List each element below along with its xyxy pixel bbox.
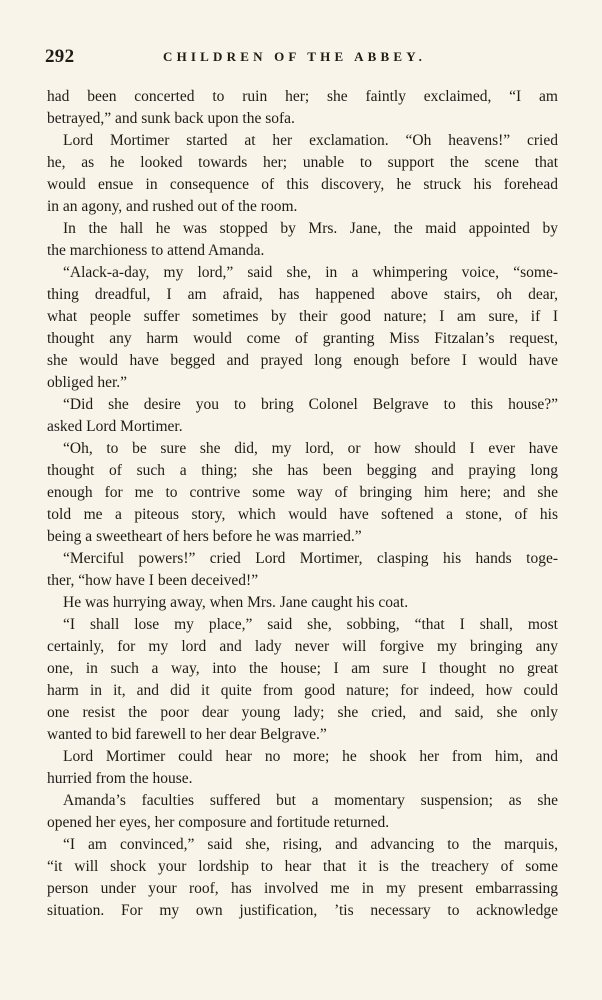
text-line: harm in it, and did it quite from good nature; for indeed, how could: [47, 682, 558, 699]
text-line: would ensue in consequence of this discovery, he struck his forehead: [47, 176, 558, 193]
text-line: “Merciful powers!” cried Lord Mortimer, clasping his hands toge-: [63, 550, 558, 567]
text-line: thought of such a thing; she has been begging and praying long: [47, 462, 558, 479]
text-line: asked Lord Mortimer.: [47, 418, 183, 435]
text-line: thing dreadful, I am afraid, has happened above stairs, oh dear,: [47, 286, 558, 303]
text-line: person under your roof, has involved me in my present embarrassing: [47, 880, 558, 897]
text-line: betrayed,” and sunk back upon the sofa.: [47, 110, 295, 127]
text-line: Lord Mortimer started at her exclamation. “Oh heavens!” cried: [63, 132, 558, 149]
text-line: in an agony, and rushed out of the room.: [47, 198, 298, 215]
text-line: certainly, for my lord and lady never will forgive my bringing any: [47, 638, 558, 655]
text-line: enough for me to contrive some way of bringing him here; and she: [47, 484, 558, 501]
text-line: In the hall he was stopped by Mrs. Jane, the maid appointed by: [63, 220, 558, 237]
text-line: ther, “how have I been deceived!”: [47, 572, 259, 589]
text-line: told me a piteous story, which would have softened a stone, of his: [47, 506, 558, 523]
text-line: the marchioness to attend Amanda.: [47, 242, 265, 259]
text-line: situation. For my own justification, ’tis necessary to acknowledge: [47, 902, 558, 919]
body-text: [47, 86, 558, 922]
text-line: “Alack-a-day, my lord,” said she, in a whimpering voice, “some-: [63, 264, 558, 281]
text-line: obliged her.”: [47, 374, 128, 391]
text-line: “I shall lose my place,” said she, sobbing, “that I shall, most: [63, 616, 558, 633]
text-line: what people suffer sometimes by their good nature; I am sure, if I: [47, 308, 558, 325]
text-line: “Oh, to be sure she did, my lord, or how should I ever have: [63, 440, 558, 457]
text-line: opened her eyes, her composure and fortitude returned.: [47, 814, 390, 831]
text-line: hurried from the house.: [47, 770, 193, 787]
text-line: he, as he looked towards her; unable to support the scene that: [47, 154, 558, 171]
text-line: Lord Mortimer could hear no more; he shook her from him, and: [63, 748, 558, 765]
text-line: being a sweetheart of hers before he was married.”: [47, 528, 362, 545]
text-line: wanted to bid farewell to her dear Belgrave.”: [47, 726, 327, 743]
text-line: one resist the poor dear young lady; she cried, and said, she only: [47, 704, 558, 721]
page-header: [45, 47, 567, 71]
text-line: had been concerted to ruin her; she faintly exclaimed, “I am: [47, 88, 558, 105]
text-line: “it will shock your lordship to hear that it is the treachery of some: [47, 858, 558, 875]
text-line: thought any harm would come of granting Miss Fitzalan’s request,: [47, 330, 558, 347]
text-line: Amanda’s faculties suffered but a momentary suspension; as she: [63, 792, 558, 809]
text-line: one, in such a way, into the house; I am sure I thought no great: [47, 660, 558, 677]
text-line: He was hurrying away, when Mrs. Jane caught his coat.: [63, 594, 409, 611]
text-line: “Did she desire you to bring Colonel Belgrave to this house?”: [63, 396, 558, 413]
text-line: “I am convinced,” said she, rising, and advancing to the marquis,: [63, 836, 558, 853]
page-number: 292: [45, 46, 75, 67]
text-line: she would have begged and prayed long enough before I would have: [47, 352, 558, 369]
running-title: CHILDREN OF THE ABBEY.: [163, 49, 427, 64]
